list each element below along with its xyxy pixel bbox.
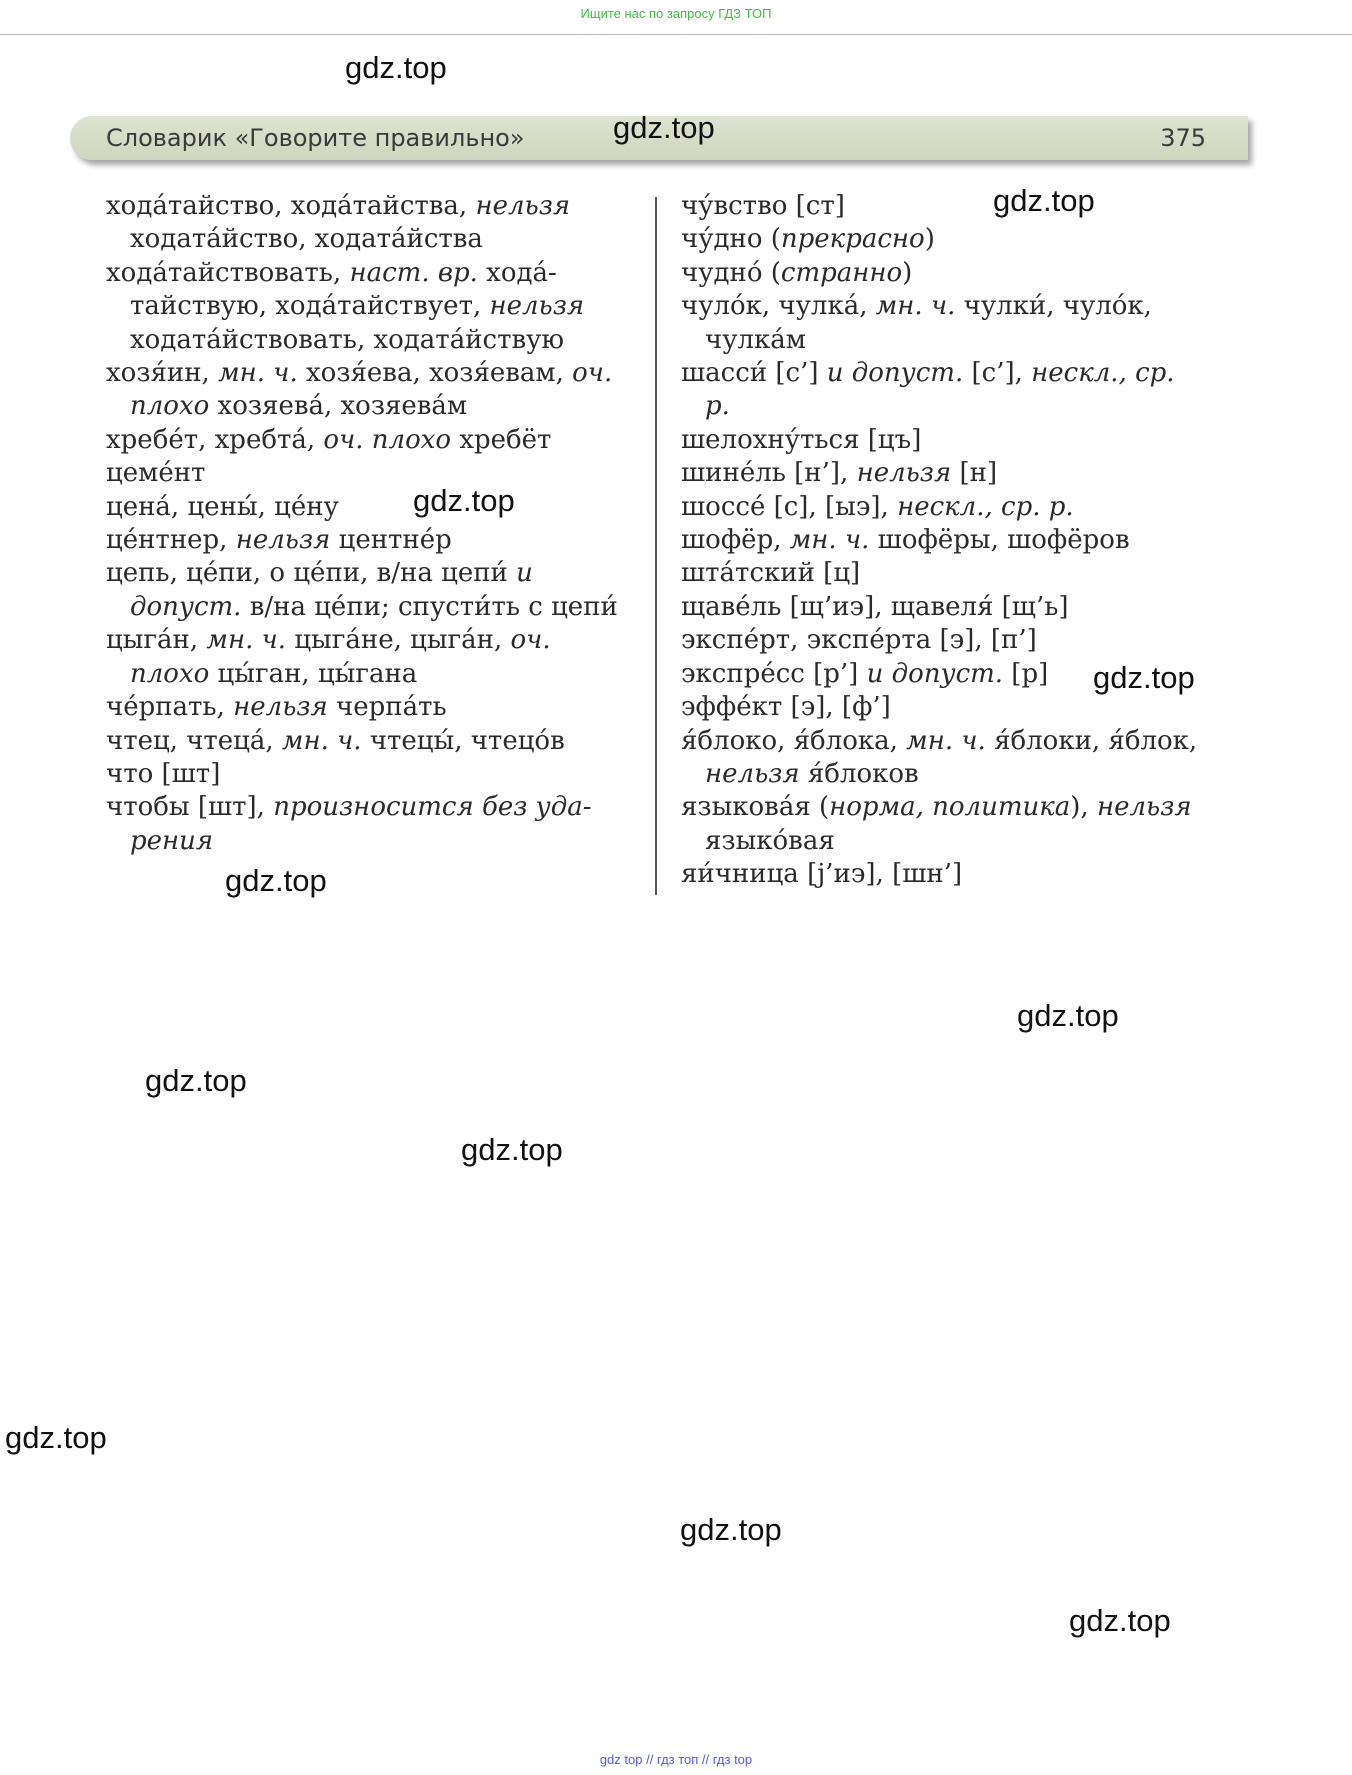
dictionary-entry bbox=[681, 257, 1207, 290]
entry-note: нельзя bbox=[235, 525, 331, 556]
entry-note: мн. ч. bbox=[875, 291, 956, 322]
entry-text: яи́чница [j’иэ], [шн’] bbox=[681, 859, 963, 890]
dictionary-entry bbox=[106, 190, 630, 257]
entry-note: нельзя bbox=[489, 291, 585, 322]
entry-text: шелохну́ться [цъ] bbox=[681, 424, 922, 455]
entry-note: нельзя bbox=[705, 758, 800, 789]
watermark: gdz.top bbox=[993, 183, 1095, 218]
entry-note: оч. плохо bbox=[130, 358, 613, 422]
dictionary-entry bbox=[681, 624, 1207, 657]
dictionary-entry bbox=[106, 357, 630, 424]
entry-note: произносится без ударения bbox=[130, 792, 592, 856]
top-banner bbox=[0, 0, 1352, 35]
watermark: gdz.top bbox=[145, 1063, 247, 1098]
dictionary-entry bbox=[681, 725, 1207, 792]
dictionary-entry bbox=[106, 758, 630, 791]
entry-text: цéнтнер, bbox=[106, 525, 236, 556]
entry-text: ходатáйство, ходатáйства bbox=[130, 224, 483, 255]
entry-text: цыгáн, bbox=[106, 625, 207, 656]
dictionary-entry bbox=[106, 691, 630, 724]
entry-text: шофёры, шофёров bbox=[869, 525, 1130, 556]
entry-note: наст. вр. bbox=[349, 257, 478, 288]
entry-text: шоссé [с], [ыэ], bbox=[681, 491, 898, 522]
watermark: gdz.top bbox=[613, 110, 715, 145]
entry-text: ценá, цены́, цéну bbox=[106, 491, 339, 522]
entry-note: мн. ч. bbox=[206, 625, 287, 656]
watermark: gdz.top bbox=[225, 863, 327, 898]
entry-note: нельзя bbox=[1096, 792, 1192, 823]
entry-text: хребёт bbox=[451, 424, 552, 455]
page-title: Словарик «Говорите правильно» bbox=[106, 124, 525, 152]
watermark: gdz.top bbox=[5, 1420, 107, 1455]
watermark: gdz.top bbox=[680, 1512, 782, 1547]
entry-text: ходáтайствовать, bbox=[106, 257, 350, 288]
entry-text: [н] bbox=[951, 458, 998, 489]
entry-text: я́блоков bbox=[799, 758, 919, 789]
entry-note: мн. ч. bbox=[218, 358, 298, 389]
entry-text: языкóвая bbox=[705, 825, 835, 856]
entry-note: и допуст. bbox=[826, 358, 964, 389]
entry-text: ходáтайствую, ходáтайствует, bbox=[130, 257, 557, 322]
dictionary-entry bbox=[681, 190, 1207, 223]
dictionary-entry bbox=[681, 290, 1207, 357]
entry-note: нельзя bbox=[233, 692, 328, 723]
entry-text: я́блоки, я́блок, bbox=[985, 725, 1198, 756]
entry-text: цы́ган, цы́гана bbox=[209, 658, 418, 689]
entry-note: странно bbox=[780, 257, 903, 288]
entry-note: нельзя bbox=[856, 458, 952, 489]
dictionary-entry bbox=[681, 424, 1207, 457]
watermark: gdz.top bbox=[1017, 998, 1119, 1033]
entry-note: нескл., ср. р. bbox=[705, 358, 1175, 422]
entry-text: чтец, чтецá, bbox=[106, 725, 282, 756]
entry-text: чу́вство [ст] bbox=[681, 191, 845, 221]
entry-text: черпáть bbox=[327, 692, 447, 723]
watermark: gdz.top bbox=[345, 50, 447, 85]
entry-note: мн. ч. bbox=[789, 525, 870, 556]
entry-text: ), bbox=[1070, 792, 1097, 823]
dictionary-entry bbox=[681, 457, 1207, 490]
entry-text: я́блоко, я́блока, bbox=[681, 725, 907, 756]
entry-note: и допуст. bbox=[866, 658, 1004, 689]
entry-note: прекрасно bbox=[780, 224, 925, 255]
entry-note: мн. ч. bbox=[281, 725, 362, 756]
dictionary-entry bbox=[106, 257, 630, 357]
entry-text: ходатáйствовать, ходатáйствую bbox=[130, 324, 565, 355]
entry-note: и допуст. bbox=[130, 558, 533, 622]
entry-text: языковáя ( bbox=[681, 792, 830, 823]
entry-text: хозя́ин, bbox=[106, 358, 219, 389]
entry-text: цыгáне, цыгáн, bbox=[286, 625, 511, 656]
entry-text: центнéр bbox=[330, 525, 452, 556]
page-number: 375 bbox=[1160, 124, 1206, 152]
left-column bbox=[106, 190, 630, 858]
entry-text: чуднó ( bbox=[681, 257, 781, 288]
dictionary-entry bbox=[106, 424, 630, 457]
watermark: gdz.top bbox=[461, 1132, 563, 1167]
dictionary-entry bbox=[681, 591, 1207, 624]
entry-text: шасси́ [с’] bbox=[681, 358, 827, 389]
dictionary-entry bbox=[681, 223, 1207, 256]
entry-text: хозя́ева, хозя́евам, bbox=[297, 358, 573, 389]
column-divider bbox=[655, 197, 657, 895]
top-banner-text: Ищите нас по запросу ГДЗ ТОП bbox=[580, 6, 772, 21]
dictionary-entry bbox=[681, 557, 1207, 590]
right-column bbox=[681, 190, 1207, 892]
dictionary-entry bbox=[106, 524, 630, 557]
entry-text: шинéль [н’], bbox=[681, 458, 857, 489]
entry-text: хребéт, хребтá, bbox=[106, 424, 324, 455]
entry-text: чтобы [шт], bbox=[106, 792, 274, 823]
entry-text: ) bbox=[902, 257, 913, 288]
entry-note: оч. плохо bbox=[130, 625, 551, 689]
entry-text: чулки́, чулóк, чулкáм bbox=[705, 291, 1152, 355]
dictionary-entry bbox=[681, 691, 1207, 724]
dictionary-entry bbox=[106, 725, 630, 758]
entry-text: чулóк, чулкá, bbox=[681, 291, 876, 322]
dictionary-entry bbox=[681, 357, 1207, 424]
entry-note: оч. плохо bbox=[323, 424, 452, 455]
entry-text: [с’], bbox=[963, 358, 1032, 389]
entry-text: ) bbox=[924, 224, 935, 255]
entry-text: хозяевá, хозяевáм bbox=[209, 391, 468, 422]
dictionary-entry bbox=[106, 624, 630, 691]
footer-text: gdz top // гдз топ // гдз top bbox=[599, 1752, 753, 1767]
dictionary-entry bbox=[106, 491, 630, 524]
entry-note: нельзя bbox=[475, 191, 571, 221]
entry-note: норма, политика bbox=[829, 792, 1071, 823]
entry-text: что [шт] bbox=[106, 758, 221, 789]
entry-text: щавéль [щ’иэ], щавеля́ [щ’ь] bbox=[681, 591, 1069, 622]
entry-text: цепь, цéпи, о цéпи, в/на цепи́ bbox=[106, 558, 517, 589]
entry-text: штáтский [ц] bbox=[681, 558, 861, 589]
watermark: gdz.top bbox=[413, 483, 515, 518]
entry-text: чу́дно ( bbox=[681, 224, 781, 255]
entry-note: нескл., ср. р. bbox=[897, 491, 1074, 522]
entry-text: чтецы́, чтецóв bbox=[361, 725, 565, 756]
entry-note: мн. ч. bbox=[906, 725, 986, 756]
entry-text: в/на цéпи; спусти́ть с цепи́ bbox=[241, 591, 618, 622]
watermark: gdz.top bbox=[1069, 1603, 1171, 1638]
dictionary-entry bbox=[106, 557, 630, 624]
dictionary-entry bbox=[106, 457, 630, 490]
entry-text: экспéрт, экспéрта [э], [п’] bbox=[681, 625, 1037, 656]
entry-text: ходáтайство, ходáтайства, bbox=[106, 191, 476, 221]
entry-text: [р] bbox=[1003, 658, 1049, 689]
dictionary-entry bbox=[681, 858, 1207, 891]
dictionary-entry bbox=[681, 791, 1207, 858]
dictionary-entry bbox=[681, 491, 1207, 524]
entry-text: эффéкт [э], [ф’] bbox=[681, 692, 891, 723]
entry-text: цемéнт bbox=[106, 458, 206, 489]
dictionary-entry bbox=[681, 524, 1207, 557]
watermark: gdz.top bbox=[1093, 660, 1195, 695]
entry-text: экспрéсс [р’] bbox=[681, 658, 867, 689]
entry-text: чéрпать, bbox=[106, 692, 234, 723]
entry-text: шофёр, bbox=[681, 525, 790, 556]
dictionary-entry bbox=[106, 791, 630, 858]
